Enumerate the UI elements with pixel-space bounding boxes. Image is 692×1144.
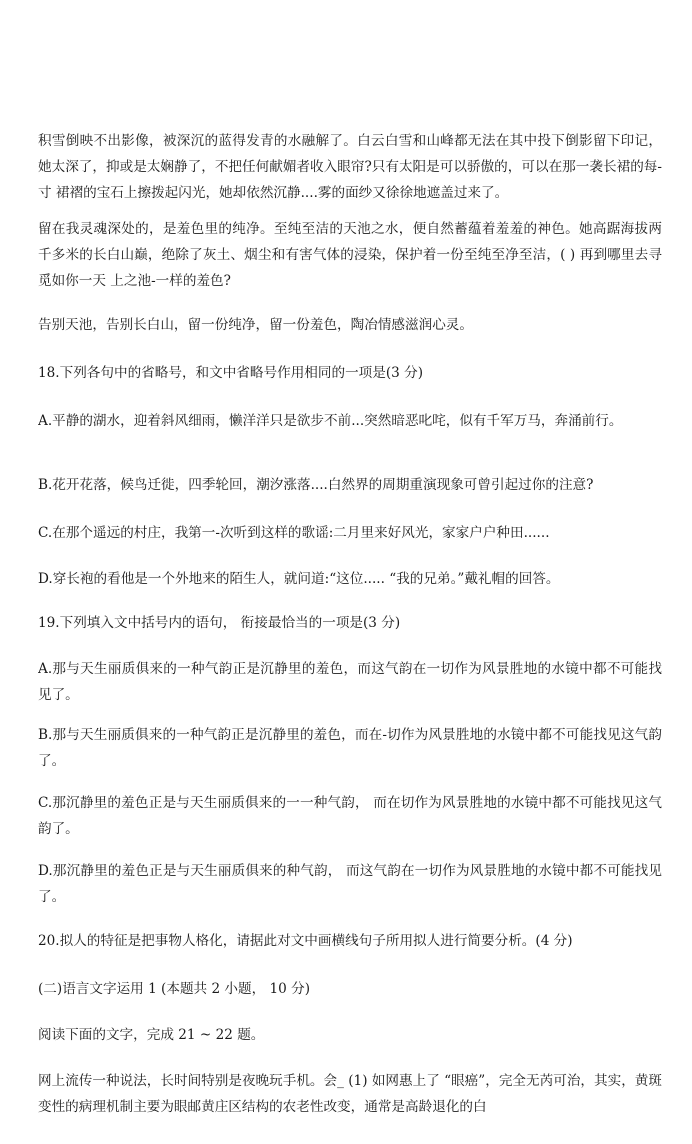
question-18-stem: 18.下列各句中的省略号，和文中省略号作用相同的一项是(3 分) (38, 365, 424, 381)
question-18-option-c: C.在那个遥远的村庄，我第一-次听到这样的歌谣:二月里来好风光，家家户户种田...... (38, 525, 550, 541)
section-2-heading: (二)语言文字运用 1 (本题共 2 小题， 10 分) (38, 981, 311, 997)
question-19-stem: 19.下列填入文中括号内的语句， 衔接最恰当的一项是(3 分) (38, 615, 401, 631)
question-19-option-a: A.那与天生丽质俱来的一种气韵正是沉静里的羞色，而这气韵在一切作为风景胜地的水镜中都不可能找见了。 (38, 661, 662, 703)
passage-paragraph-1: 积雪倒映不出影像，被深沉的蓝得发青的水融解了。白云白雪和山峰都无法在其中投下倒影留下印记，她太深了，抑或是太娴静了，不把任何献媚者收入眼帘?只有太阳是可以骄傲的，可以在那一袭长裙的每-寸 裙褶的宝石上擦拨起闪光，她却依然沉静....雾的面纱又徐徐地遮盖过来了。 (38, 133, 662, 201)
question-20-stem: 20.拟人的特征是把事物人格化，请据此对文中画横线句子所用拟人进行简要分析。(4 分) (38, 933, 573, 949)
question-19-option-b: B.那与天生丽质俱来的一种气韵正是沉静里的羞色，而在-切作为风景胜地的水镜中都不可能找见这气韵了。 (38, 727, 662, 769)
section-2-instruction: 阅读下面的文字，完成 21 ~ 22 题。 (38, 1027, 265, 1043)
passage-paragraph-2: 留在我灵魂深处的，是羞色里的纯净。至纯至洁的天池之水，便自然蓄蕴着羞羞的神色。她高踞海拔两千多米的长白山巅，绝除了灰土、烟尘和有害气体的浸染，保护着一份至纯至净至洁，( ) 再到哪里去寻觅如你一天 上之池-一样的羞色? (38, 221, 662, 289)
question-18-option-d: D.穿长袍的看他是一个外地来的陌生人，就问道:“这位..... “我的兄弟。”戴礼帽的回答。 (38, 571, 560, 587)
passage-paragraph-3: 告别天池，告别长白山，留一份纯净，留一份羞色，陶冶情感滋润心灵。 (38, 317, 473, 333)
question-19-option-d: D.那沉静里的羞色正是与天生丽质俱来的种气韵， 而这气韵在一切作为风景胜地的水镜中都不可能找见了。 (38, 863, 662, 905)
question-19-option-c: C.那沉静里的羞色正是与天生丽质俱来的一一种气韵， 而在切作为风景胜地的水镜中都不可能找见这气韵了。 (38, 795, 662, 837)
question-18-option-b: B.花开花落，候鸟迁徙，四季轮回，潮汐涨落....白然界的周期重演现象可曾引起过你的注意? (38, 477, 594, 493)
question-18-option-a: A.平静的湖水，迎着斜风细雨，懒洋洋只是欲步不前...突然暗恶叱咤，似有千军万马，奔涌前行。 (38, 413, 623, 429)
document-page (38, 0, 662, 1144)
section-2-passage: 网上流传一种说法，长时间特别是夜晚玩手机。会_ (1) 如网惠上了 “眼癌”，完全无芮可治，其实，黄斑变性的病理机制主要为眼邮黄庄区结构的农老性改变，通常是高龄退化的白 (38, 1073, 662, 1115)
